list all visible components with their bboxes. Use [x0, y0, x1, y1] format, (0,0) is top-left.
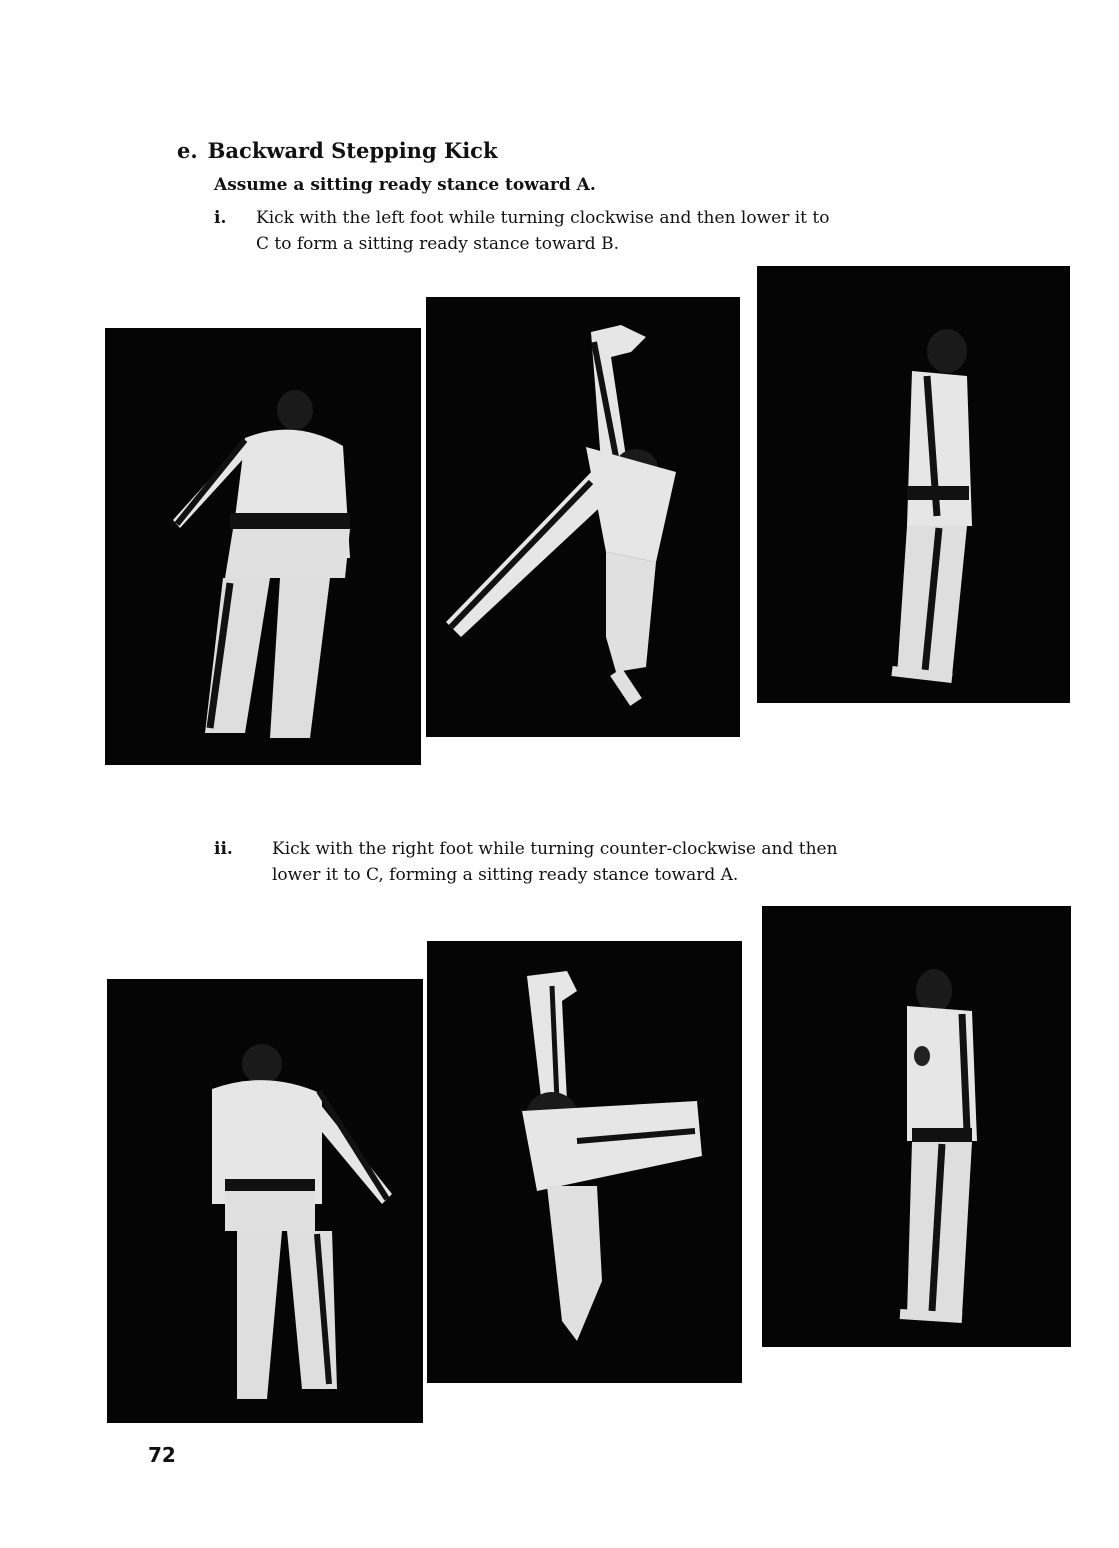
step-text-line: lower it to C, forming a sitting ready stance toward A. — [272, 865, 739, 885]
photo-step-i-3 — [757, 266, 1070, 703]
step-text — [272, 836, 838, 888]
photo-step-ii-3 — [762, 906, 1071, 1347]
step-text-line: C to form a sitting ready stance toward B. — [256, 234, 619, 254]
step-text — [256, 205, 829, 257]
step-marker: ii. — [214, 839, 233, 859]
page-number: 72 — [148, 1443, 176, 1467]
step-ii — [214, 836, 974, 890]
photo-step-ii-2 — [427, 941, 742, 1383]
section-number: e. — [177, 138, 198, 163]
step-marker: i. — [214, 208, 227, 228]
section-heading — [177, 138, 498, 163]
photo-step-i-1 — [105, 328, 421, 765]
photo-step-i-2 — [426, 297, 740, 737]
step-i — [214, 205, 974, 259]
step-text-line: Kick with the left foot while turning clockwise and then lower it to — [256, 208, 830, 228]
photo-step-ii-1 — [107, 979, 423, 1423]
step-text-line: Kick with the right foot while turning counter-clockwise and then — [272, 839, 838, 859]
section-intro: Assume a sitting ready stance toward A. — [214, 175, 596, 195]
section-title: Backward Stepping Kick — [207, 138, 498, 163]
